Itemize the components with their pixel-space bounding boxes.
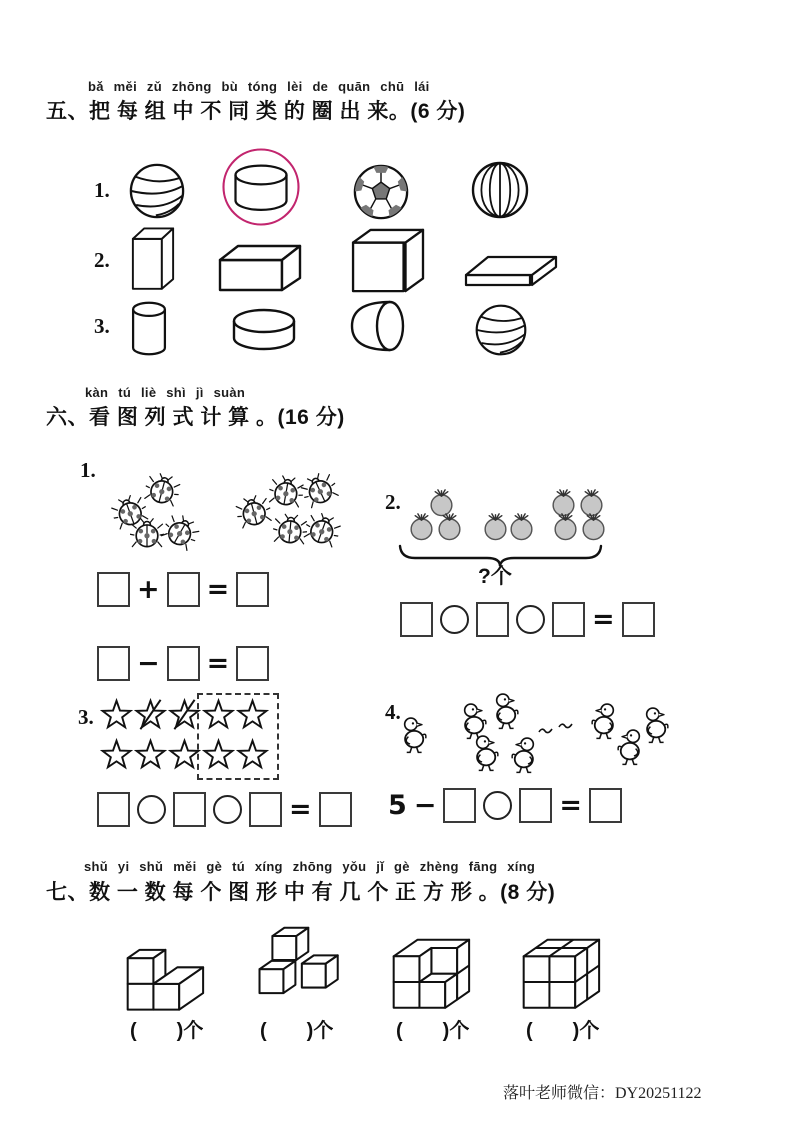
section5-title: 五、把 每 组 中 不 同 类 的 圈 出 来。(6 分) [46,100,466,123]
teacher-wechat-footer: 落叶老师微信：DY20251122 [503,1085,702,1102]
cylinder-side-shape[interactable] [348,299,408,353]
q3-number: 3. [78,705,94,729]
ladybug-icon [141,470,183,512]
star-icon [100,698,133,731]
tomato-icon [482,512,509,541]
q2-equation [400,602,655,637]
cuboid-tall-shape[interactable] [126,226,180,292]
q3-answer-box[interactable] [97,792,130,827]
worm-icon [558,717,574,725]
cube-shape[interactable] [350,227,428,295]
q4-equation [388,788,622,823]
star-icon [202,738,235,771]
q3-answer-box[interactable] [319,792,352,827]
ladybug-icon [297,468,342,513]
star-icon [100,738,133,771]
ladybug-icon [266,473,305,512]
q2-answer-box[interactable] [622,602,655,637]
q4-number: 4. [385,700,401,724]
q1b-answer-box[interactable] [97,646,130,681]
q2-operator-circle[interactable] [516,605,545,634]
q2-answer-box[interactable] [400,602,433,637]
chick-icon [472,734,502,772]
q1-number: 1. [80,458,96,482]
cuboid-flat-shape[interactable] [464,248,558,290]
q2-operator-circle[interactable] [440,605,469,634]
chick-icon [614,728,644,766]
q1b-symbol: = [206,648,230,679]
q2-symbol: = [592,604,615,635]
section5-row1-number: 1. [94,178,110,202]
block-figure-2 [250,925,350,1017]
block-figure-4 [516,925,616,1017]
q4-symbol: 5 [388,790,407,821]
q4-symbol: = [559,790,583,821]
q1a-answer-box[interactable] [97,572,130,607]
figure3-answer-label[interactable]: ( )个 [396,1020,470,1042]
q3-operator-circle[interactable] [213,795,242,824]
section6-title: 六、看 图 列 式 计 算 。(16 分) [46,406,345,429]
star-icon [236,698,269,731]
worm-icon [538,722,554,730]
section7-pinyin: shǔ yi shǔ měi gè tú xíng zhōng yǒu jǐ gè zhèng fāng xíng [84,859,536,874]
tomato-icon [436,512,463,541]
star-crossed-icon [134,698,167,731]
figure1-answer-label[interactable]: ( )个 [130,1020,204,1042]
section5-row3-number: 3. [94,314,110,338]
chick-icon [642,706,672,744]
cuboid-wide-shape[interactable] [218,242,314,294]
brace-question-label: ?个 [478,565,512,588]
star-icon [202,698,235,731]
block-figure-1 [120,925,220,1017]
q3-operator-circle[interactable] [137,795,166,824]
figure2-answer-label[interactable]: ( )个 [260,1020,334,1042]
q1a-symbol: = [206,574,230,605]
star-crossed-icon [168,698,201,731]
q1b-answer-box[interactable] [236,646,269,681]
q2-answer-box[interactable] [552,602,585,637]
q1b-answer-box[interactable] [167,646,200,681]
ball-swirl-shape[interactable] [128,162,186,220]
q3-answer-box[interactable] [249,792,282,827]
q1a-answer-box[interactable] [236,572,269,607]
tomato-icon [508,512,535,541]
ball-stripes-shape[interactable] [470,160,530,220]
chick-groups [396,690,681,790]
q1a-symbol: + [137,574,160,605]
section7-title: 七、数 一 数 每 个 图 形 中 有 几 个 正 方 形 。(8 分) [46,881,556,904]
q1a-answer-box[interactable] [167,572,200,607]
tomato-icon [552,512,579,541]
section5-row2-number: 2. [94,248,110,272]
section6-pinyin: kàn tú liè shì jì suàn [85,385,246,400]
soccer-ball-shape[interactable] [352,163,410,221]
figure4-answer-label[interactable]: ( )个 [526,1020,600,1042]
q4-answer-box[interactable] [519,788,552,823]
q4-symbol: − [413,790,437,821]
q2-answer-box[interactable] [476,602,509,637]
q3-answer-box[interactable] [173,792,206,827]
q1b-symbol: − [137,648,160,679]
chick-icon [400,716,430,754]
ball-swirl-shape[interactable] [474,303,528,357]
star-icon [236,738,269,771]
chick-icon [492,692,522,730]
star-icon [134,738,167,771]
cylinder-short-shape[interactable] [230,307,298,353]
q4-operator-circle[interactable] [483,791,512,820]
section5-pinyin: bǎ měi zǔ zhōng bù tóng lèi de quān chū lái [88,79,430,94]
tomato-icon [580,512,607,541]
star-icon [168,738,201,771]
block-figure-3 [386,925,486,1017]
q1-addition-equation [97,572,269,607]
cylinder-tall-shape[interactable] [128,300,170,358]
q1-subtraction-equation [97,646,269,681]
q3-symbol: = [289,794,312,825]
q3-equation [97,792,352,827]
q4-answer-box[interactable] [443,788,476,823]
q2-number: 2. [385,490,401,514]
cylinder-circled-shape[interactable] [222,148,300,226]
ladybug-group-1 [103,468,203,563]
tomato-groups [408,486,608,542]
ladybug-group-2 [233,462,343,562]
q4-answer-box[interactable] [589,788,622,823]
chick-icon [508,736,538,774]
tomato-icon [408,512,435,541]
